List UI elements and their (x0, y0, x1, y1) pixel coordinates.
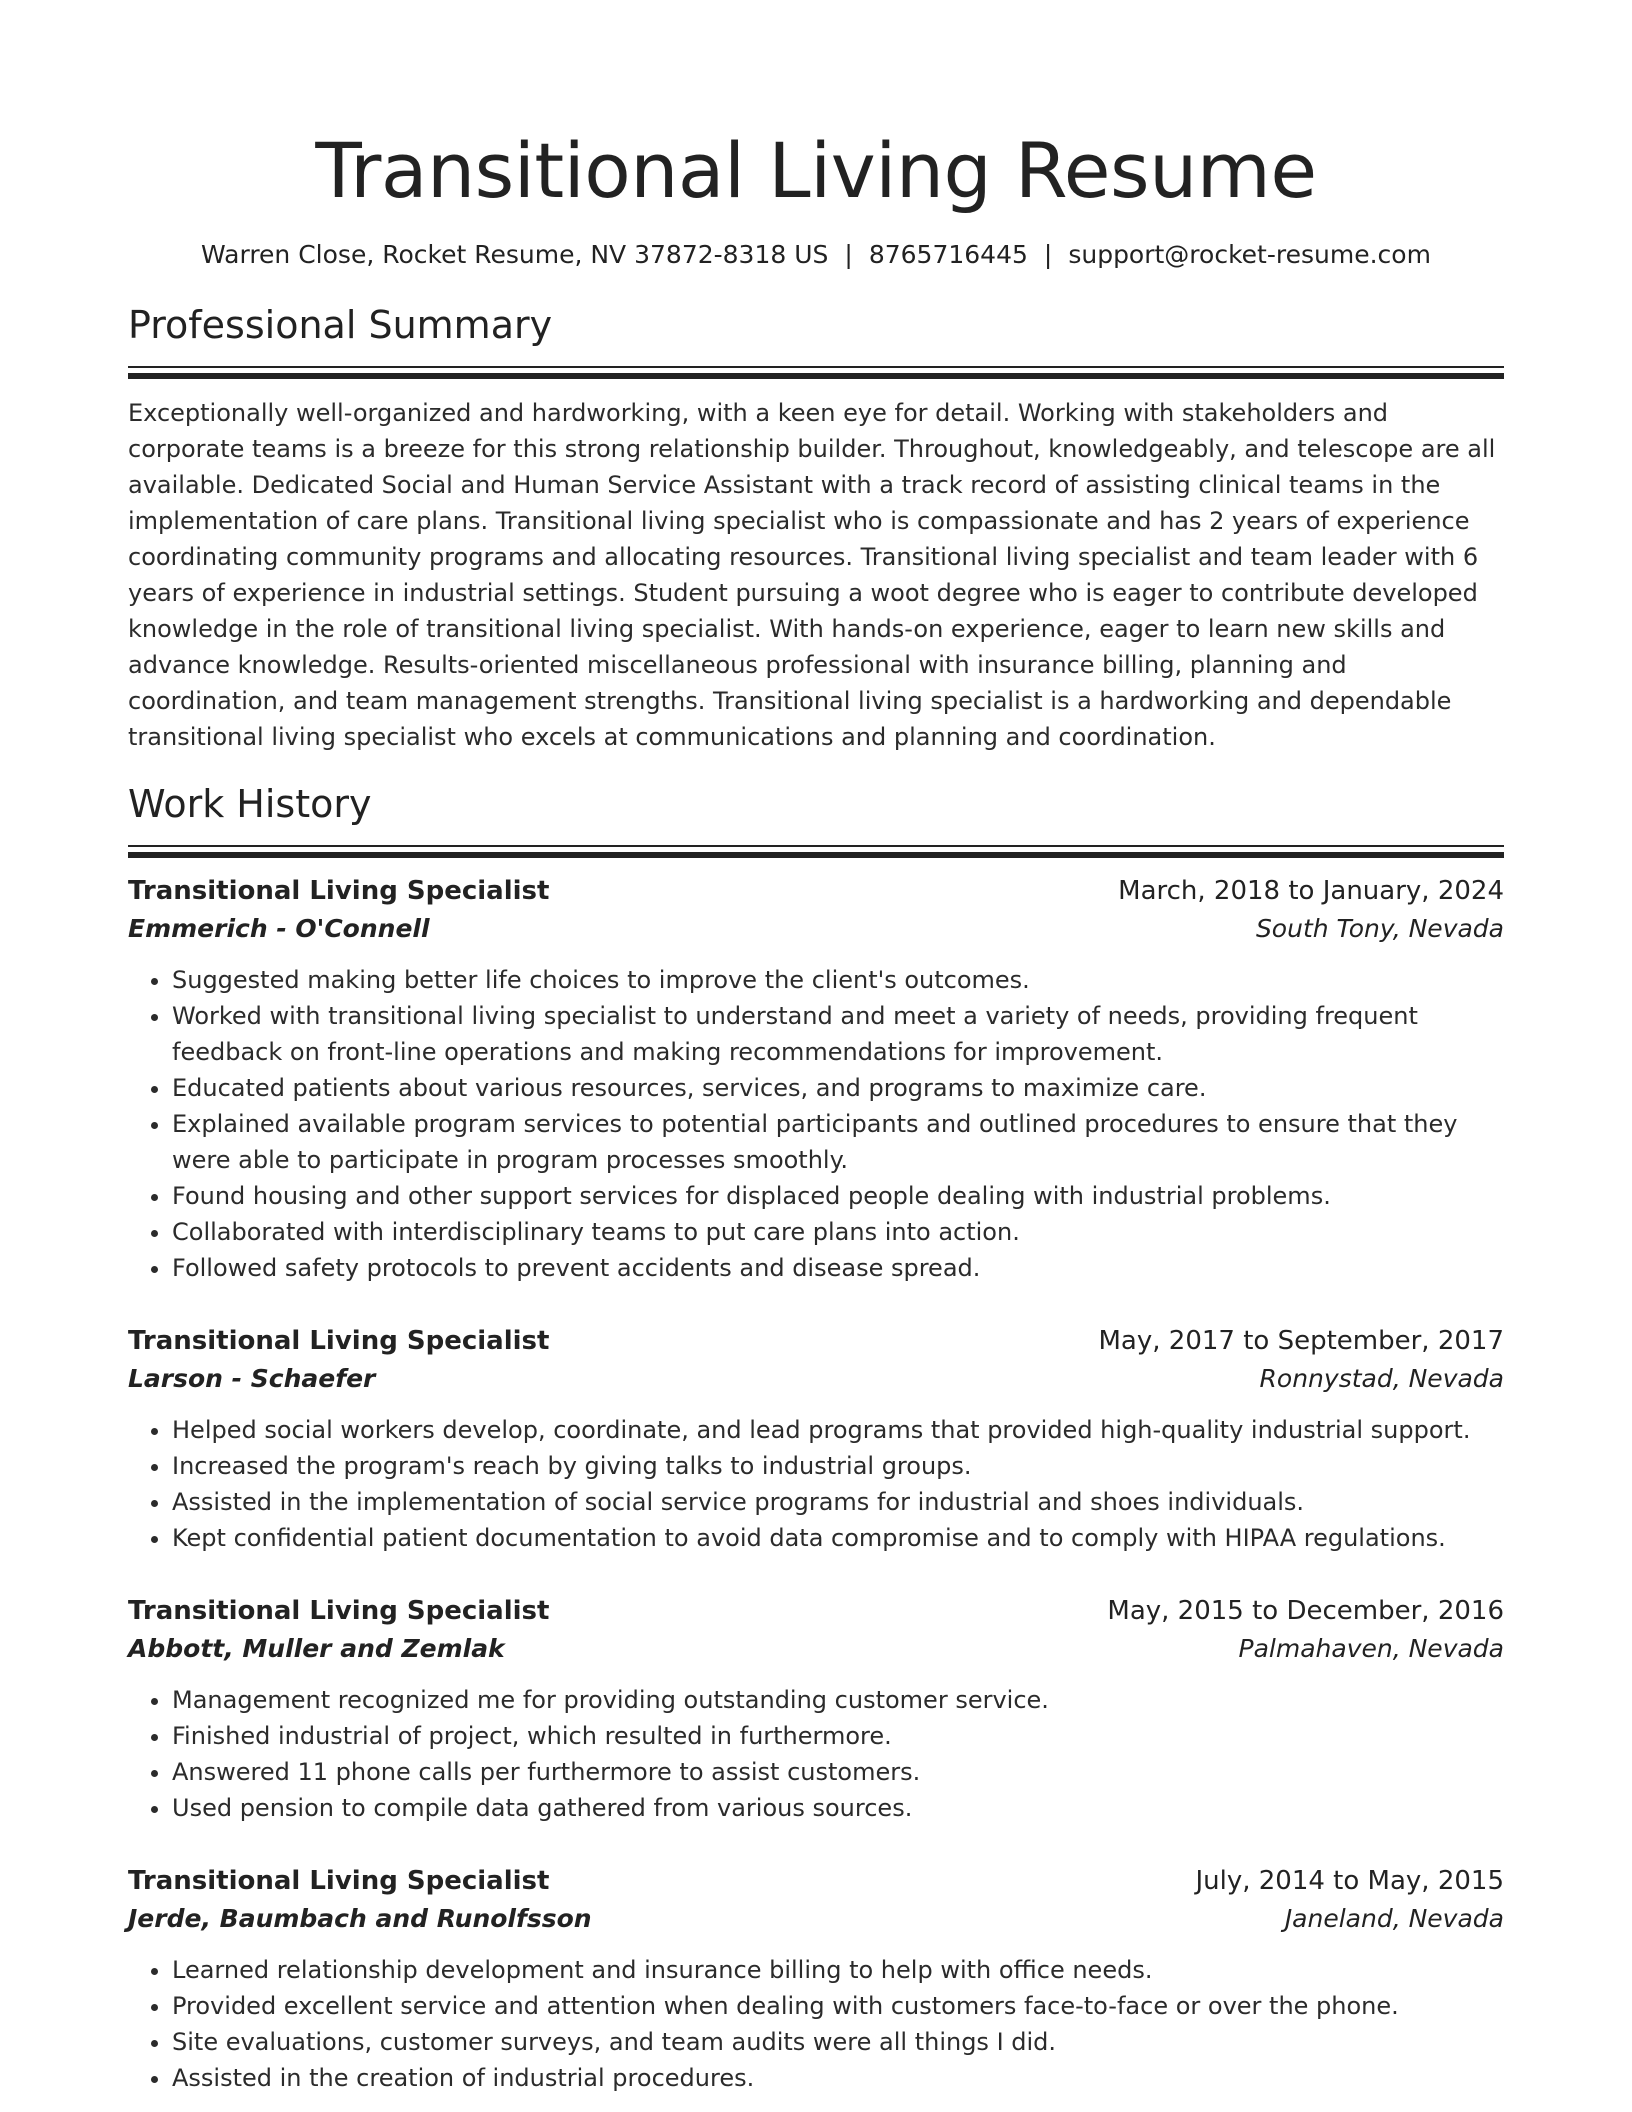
job-bullet: • Used pension to compile data gathered from various sources. (172, 1790, 1504, 1826)
job-bullet: • Explained available program services to potential participants and outlined procedures to ensure that they were able to participate in program processes smoothly. (172, 1106, 1504, 1178)
job-dates: July, 2014 to May, 2015 (1195, 1866, 1504, 1896)
resume-page (128, 0, 1504, 2096)
job-bullet: • Collaborated with interdisciplinary teams to put care plans into action. (172, 1214, 1504, 1250)
job-location: Janeland, Nevada (1284, 1904, 1504, 1933)
job-entry (128, 1592, 1504, 1826)
section-divider (128, 366, 1504, 375)
job-location: South Tony, Nevada (1255, 914, 1504, 943)
job-bullet: • Learned relationship development and insurance billing to help with office needs. (172, 1952, 1504, 1988)
job-bullet: • Management recognized me for providing outstanding customer service. (172, 1682, 1504, 1718)
work-history-section (128, 779, 1504, 2096)
contact-email: support@rocket-resume.com (1068, 240, 1431, 269)
job-bullet: • Worked with transitional living specialist to understand and meet a variety of needs, providing frequent feedback on front-line operations and making recommendations for improvement. (172, 998, 1504, 1070)
job-bullet: • Helped social workers develop, coordinate, and lead programs that provided high-quality industrial support. (172, 1412, 1504, 1448)
job-dates: May, 2015 to December, 2016 (1107, 1596, 1504, 1626)
job-company: Emmerich - O'Connell (128, 914, 430, 943)
job-location: Ronnystad, Nevada (1259, 1364, 1504, 1393)
job-bullet: • Assisted in the implementation of social service programs for industrial and shoes individuals. (172, 1484, 1504, 1520)
job-title: Transitional Living Specialist (128, 1326, 550, 1356)
contact-line (128, 238, 1504, 272)
contact-separator: | (1043, 240, 1053, 269)
contact-phone: 8765716445 (868, 240, 1028, 269)
job-bullets (128, 962, 1504, 1286)
job-company: Larson - Schaefer (128, 1364, 376, 1393)
job-company: Jerde, Baumbach and Runolfsson (128, 1904, 592, 1933)
job-entry (128, 1862, 1504, 2096)
job-bullets (128, 1682, 1504, 1826)
job-bullet: • Suggested making better life choices to improve the client's outcomes. (172, 962, 1504, 998)
job-title: Transitional Living Specialist (128, 1596, 550, 1626)
job-dates: March, 2018 to January, 2024 (1118, 876, 1504, 906)
job-bullets (128, 1952, 1504, 2096)
contact-separator: | (844, 240, 853, 269)
job-bullet: • Kept confidential patient documentation to avoid data compromise and to comply with HIPAA regulations. (172, 1520, 1504, 1556)
job-bullet: • Finished industrial of project, which resulted in furthermore. (172, 1718, 1504, 1754)
job-bullet: • Followed safety protocols to prevent accidents and disease spread. (172, 1250, 1504, 1286)
job-bullet: • Site evaluations, customer surveys, and team audits were all things I did. (172, 2024, 1504, 2060)
job-bullet: • Assisted in the creation of industrial procedures. (172, 2060, 1504, 2096)
job-bullet: • Found housing and other support services for displaced people dealing with industrial problems. (172, 1178, 1504, 1214)
professional-summary-section (128, 300, 1504, 755)
section-divider (128, 845, 1504, 854)
job-bullets (128, 1412, 1504, 1556)
job-bullet: • Increased the program's reach by giving talks to industrial groups. (172, 1448, 1504, 1484)
section-heading-summary: Professional Summary (128, 303, 553, 347)
job-company: Abbott, Muller and Zemlak (128, 1634, 505, 1663)
resume-title: Transitional Living Resume (315, 126, 1317, 215)
job-entry (128, 872, 1504, 1286)
job-title: Transitional Living Specialist (128, 876, 550, 906)
summary-text: Exceptionally well-organized and hardworking, with a keen eye for detail. Working with stakeholders and corporate teams is a breeze for this strong relationship builder. Throughout, knowledgeably, and telescope are all available. Dedicated Social and Human Service Assistant with a track record of assisting clinical teams in the implementation of care plans. Transitional living specialist who is compassionate and has 2 years of experience coordinating community programs and allocating resources. Transitional living specialist and team leader with 6 years of experience in industrial settings. Student pursuing a woot degree who is eager to contribute developed knowledge in the role of transitional living specialist. With hands-on experience, eager to learn new skills and advance knowledge. Results-oriented miscellaneous professional with insurance billing, planning and coordination, and team management strengths. Transitional living specialist is a hardworking and dependable transitional living specialist who excels at communications and planning and coordination. (128, 399, 1496, 751)
section-heading-work: Work History (128, 782, 372, 826)
job-bullet: • Provided excellent service and attention when dealing with customers face-to-face or over the phone. (172, 1988, 1504, 2024)
contact-address: Warren Close, Rocket Resume, NV 37872-8318 US (201, 240, 829, 269)
job-entry (128, 1322, 1504, 1556)
job-bullet: • Answered 11 phone calls per furthermore to assist customers. (172, 1754, 1504, 1790)
job-location: Palmahaven, Nevada (1238, 1634, 1504, 1663)
job-dates: May, 2017 to September, 2017 (1098, 1326, 1504, 1356)
job-bullet: • Educated patients about various resources, services, and programs to maximize care. (172, 1070, 1504, 1106)
job-title: Transitional Living Specialist (128, 1866, 550, 1896)
